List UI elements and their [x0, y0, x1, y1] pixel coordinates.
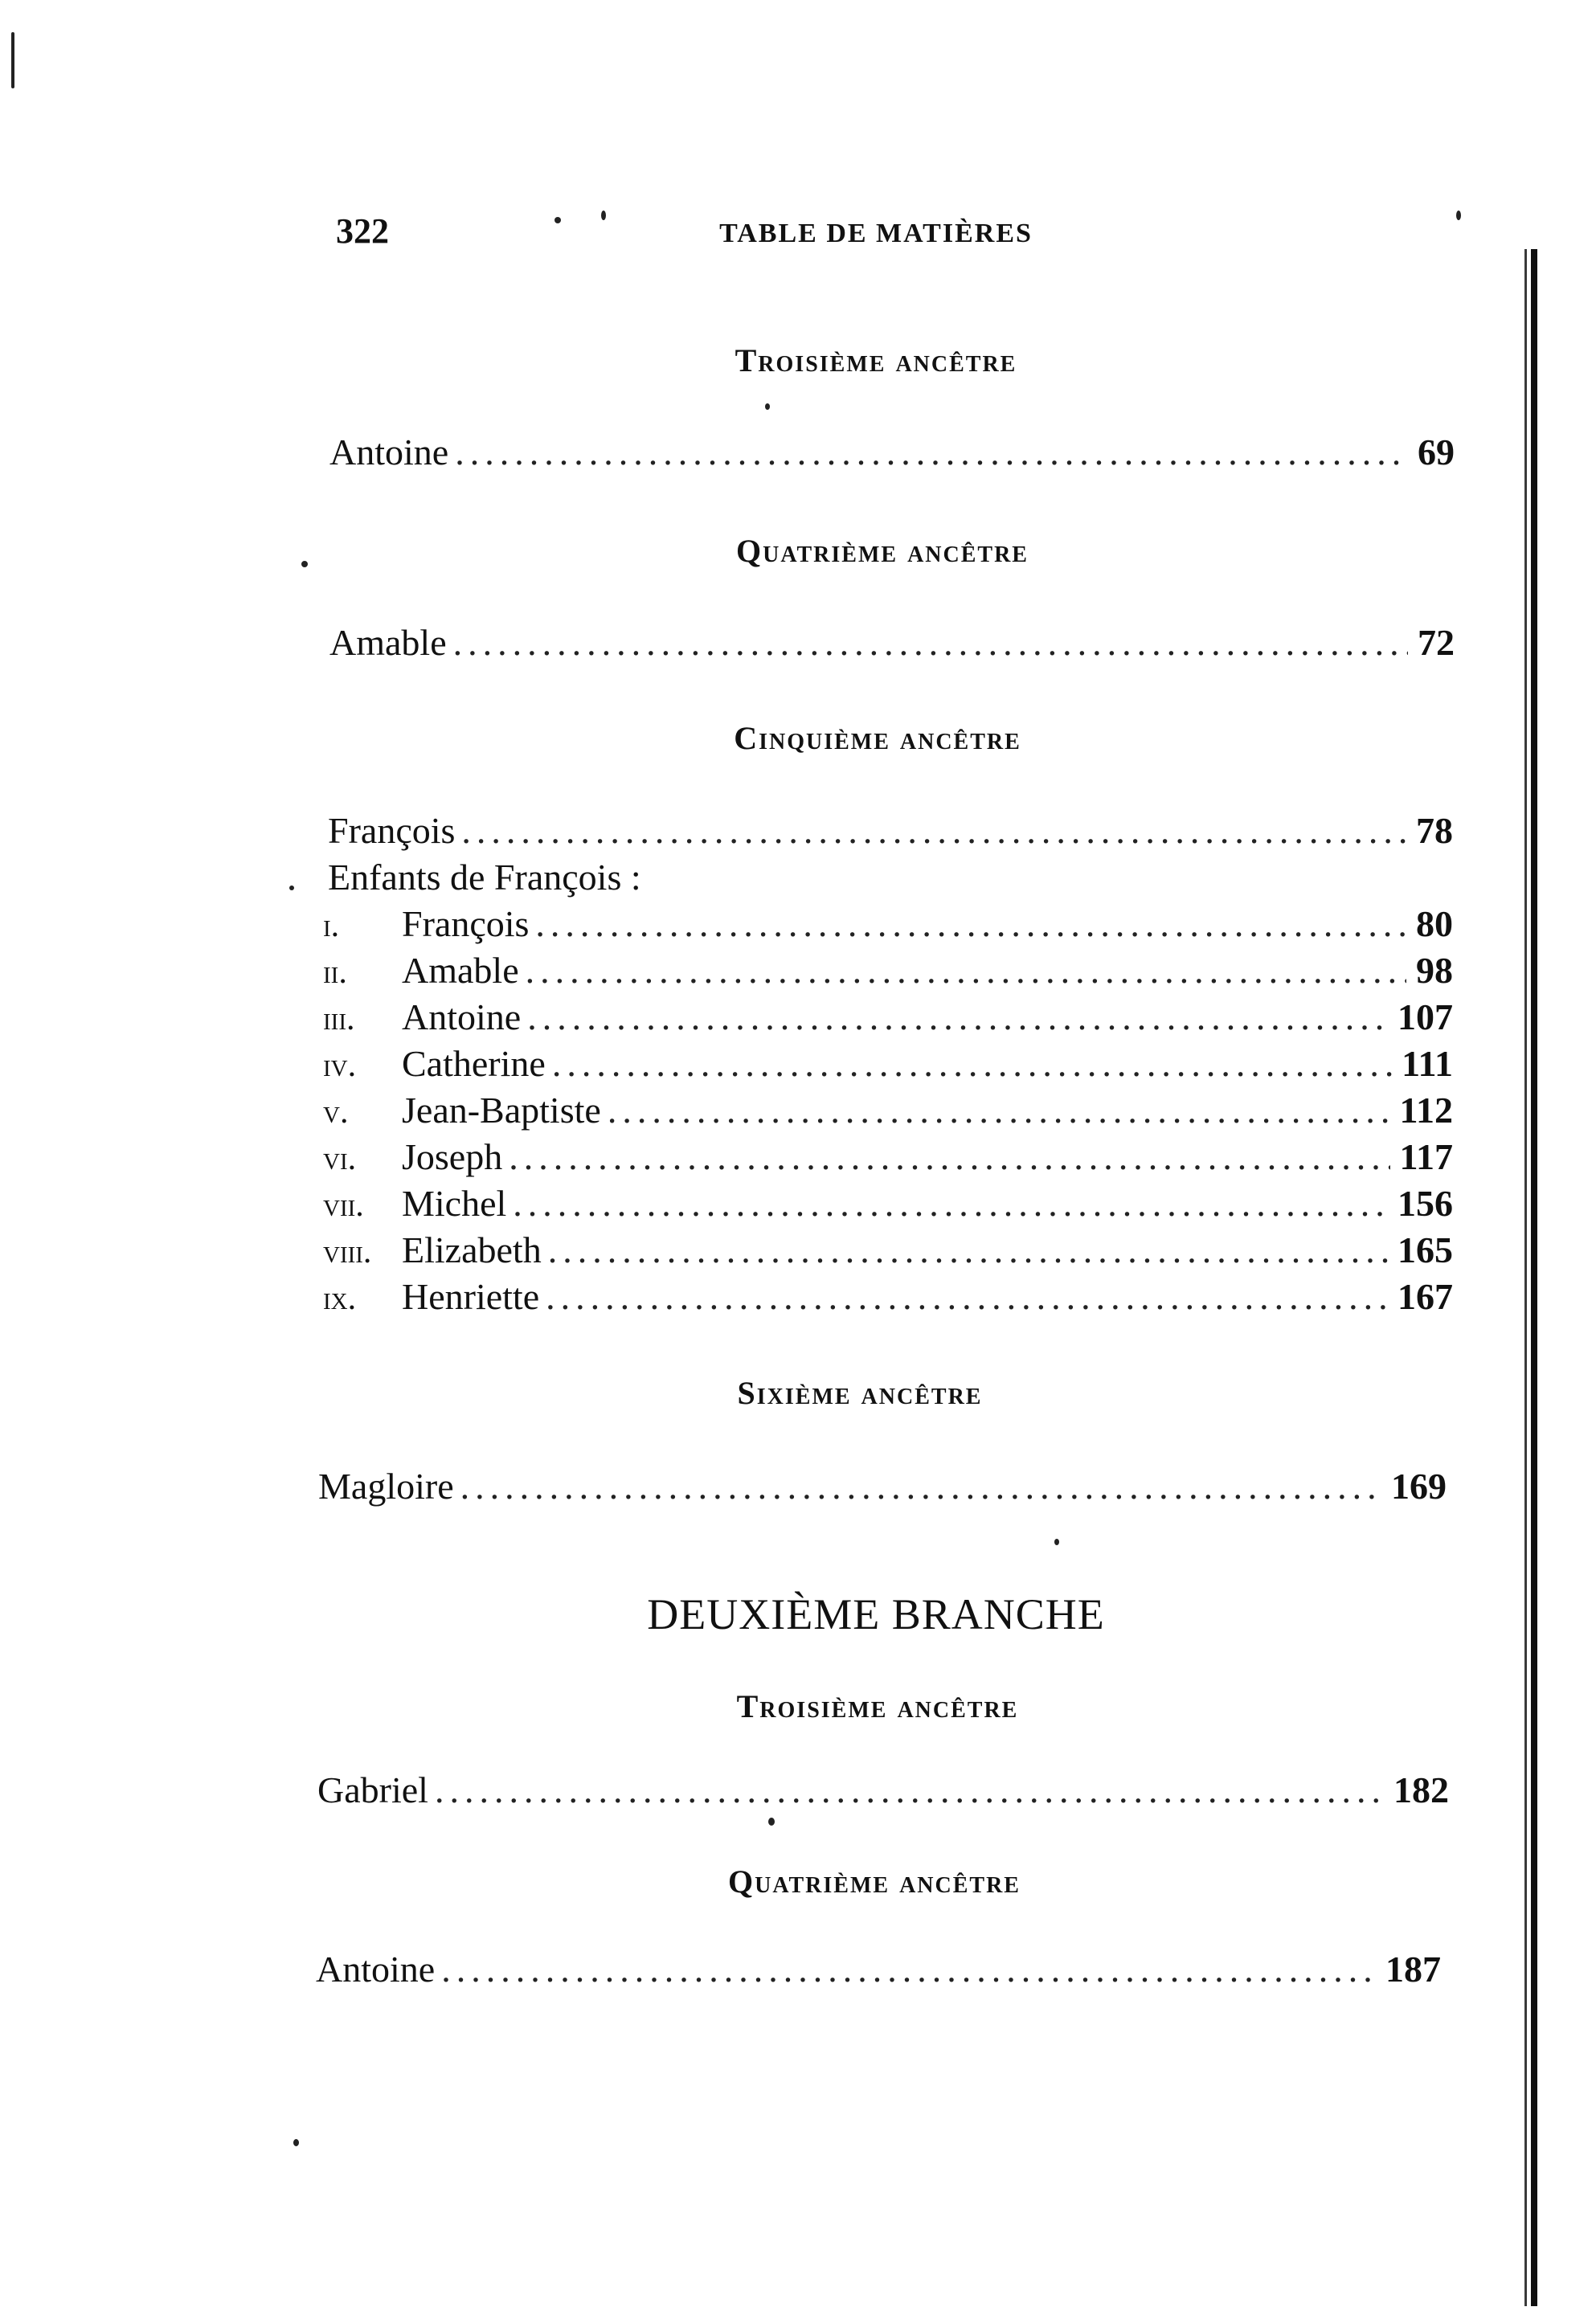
scan-speck — [768, 1818, 775, 1826]
dot-leader — [509, 1135, 1389, 1180]
entry-page: 111 — [1402, 1043, 1453, 1084]
toc-entry[interactable] — [318, 1464, 1447, 1509]
children-label: Enfants de François : — [328, 857, 641, 898]
scan-speck — [1054, 1539, 1059, 1545]
child-numeral: v. — [323, 1094, 349, 1131]
entry-page: 117 — [1399, 1136, 1453, 1177]
child-entry[interactable] — [323, 1228, 1453, 1274]
entry-page: 69 — [1418, 432, 1455, 472]
entry-page: 78 — [1416, 810, 1453, 851]
section-heading: Quatrième ancêtre — [728, 1863, 1021, 1900]
entry-name: Antoine — [316, 1949, 436, 1990]
child-entry[interactable] — [323, 995, 1453, 1041]
running-title: TABLE DE MATIÈRES — [719, 219, 1033, 248]
child-entry[interactable] — [323, 902, 1453, 948]
entry-name: Amable — [329, 622, 447, 663]
entry-page: 80 — [1416, 903, 1453, 944]
entry-name: Magloire — [318, 1466, 454, 1507]
entry-page: 167 — [1398, 1276, 1453, 1317]
toc-entry[interactable] — [328, 808, 1453, 853]
dot-leader — [455, 430, 1408, 475]
child-numeral: vi. — [323, 1140, 357, 1177]
toc-entry[interactable] — [317, 1768, 1449, 1813]
entry-name: Joseph — [402, 1136, 503, 1177]
entry-name: Antoine — [402, 996, 522, 1037]
dot-leader — [548, 1228, 1388, 1273]
section-heading: Cinquième ancêtre — [734, 720, 1021, 756]
dot-leader — [441, 1947, 1376, 1992]
scan-speck — [289, 886, 294, 890]
scan-speck — [765, 403, 770, 410]
dot-leader — [535, 902, 1406, 947]
entry-page: 169 — [1391, 1466, 1447, 1507]
entry-name: Michel — [402, 1183, 507, 1224]
entry-name: Amable — [402, 950, 519, 991]
entry-name: Jean-Baptiste — [402, 1090, 601, 1131]
section-heading: Troisième ancêtre — [735, 342, 1017, 378]
entry-page: 182 — [1393, 1769, 1449, 1810]
branch-title: DEUXIÈME BRANCHE — [647, 1590, 1105, 1638]
child-numeral: ix. — [323, 1280, 357, 1317]
dot-leader — [513, 1181, 1388, 1226]
entry-page: 156 — [1398, 1183, 1453, 1224]
entry-name: Antoine — [329, 432, 449, 472]
toc-entry[interactable] — [329, 620, 1455, 665]
dot-leader — [527, 995, 1388, 1040]
section-heading: Quatrième ancêtre — [736, 533, 1029, 569]
dot-leader — [608, 1088, 1390, 1133]
entry-page: 112 — [1399, 1090, 1453, 1131]
scan-speck — [11, 32, 14, 88]
child-entry[interactable] — [323, 1041, 1453, 1088]
dot-leader — [435, 1768, 1384, 1813]
child-numeral: ii. — [323, 954, 347, 991]
entry-name: François — [402, 903, 530, 944]
dot-leader — [460, 1464, 1381, 1509]
child-numeral: viii. — [323, 1233, 372, 1270]
child-entry[interactable] — [323, 1274, 1453, 1321]
child-entry[interactable] — [323, 1135, 1453, 1181]
entry-name: Henriette — [402, 1276, 540, 1317]
dot-leader — [526, 948, 1406, 993]
entry-page: 98 — [1416, 950, 1453, 991]
child-entry[interactable] — [323, 1181, 1453, 1228]
page-number: 322 — [336, 211, 389, 251]
page-header — [0, 211, 1596, 259]
dot-leader — [453, 620, 1408, 665]
dot-leader — [461, 808, 1406, 853]
entry-name: Gabriel — [317, 1769, 428, 1810]
child-numeral: i. — [323, 907, 340, 944]
child-numeral: vii. — [323, 1187, 364, 1224]
dot-leader — [546, 1274, 1388, 1319]
entry-name: Elizabeth — [402, 1229, 542, 1270]
entry-page: 187 — [1385, 1949, 1441, 1990]
entry-name: François — [328, 810, 456, 851]
child-numeral: iv. — [323, 1047, 357, 1084]
toc-entry[interactable] — [316, 1947, 1441, 1992]
entry-page: 165 — [1398, 1229, 1453, 1270]
child-numeral: iii. — [323, 1000, 355, 1037]
entry-page: 107 — [1398, 996, 1453, 1037]
scan-speck — [293, 2139, 299, 2146]
child-entry[interactable] — [323, 1088, 1453, 1135]
child-entry[interactable] — [323, 948, 1453, 995]
dot-leader — [552, 1041, 1392, 1086]
section-heading: Troisième ancêtre — [736, 1688, 1019, 1724]
entry-page: 72 — [1418, 622, 1455, 663]
toc-entry[interactable] — [329, 430, 1455, 475]
section-heading: Sixième ancêtre — [737, 1375, 983, 1411]
entry-name: Catherine — [402, 1043, 546, 1084]
